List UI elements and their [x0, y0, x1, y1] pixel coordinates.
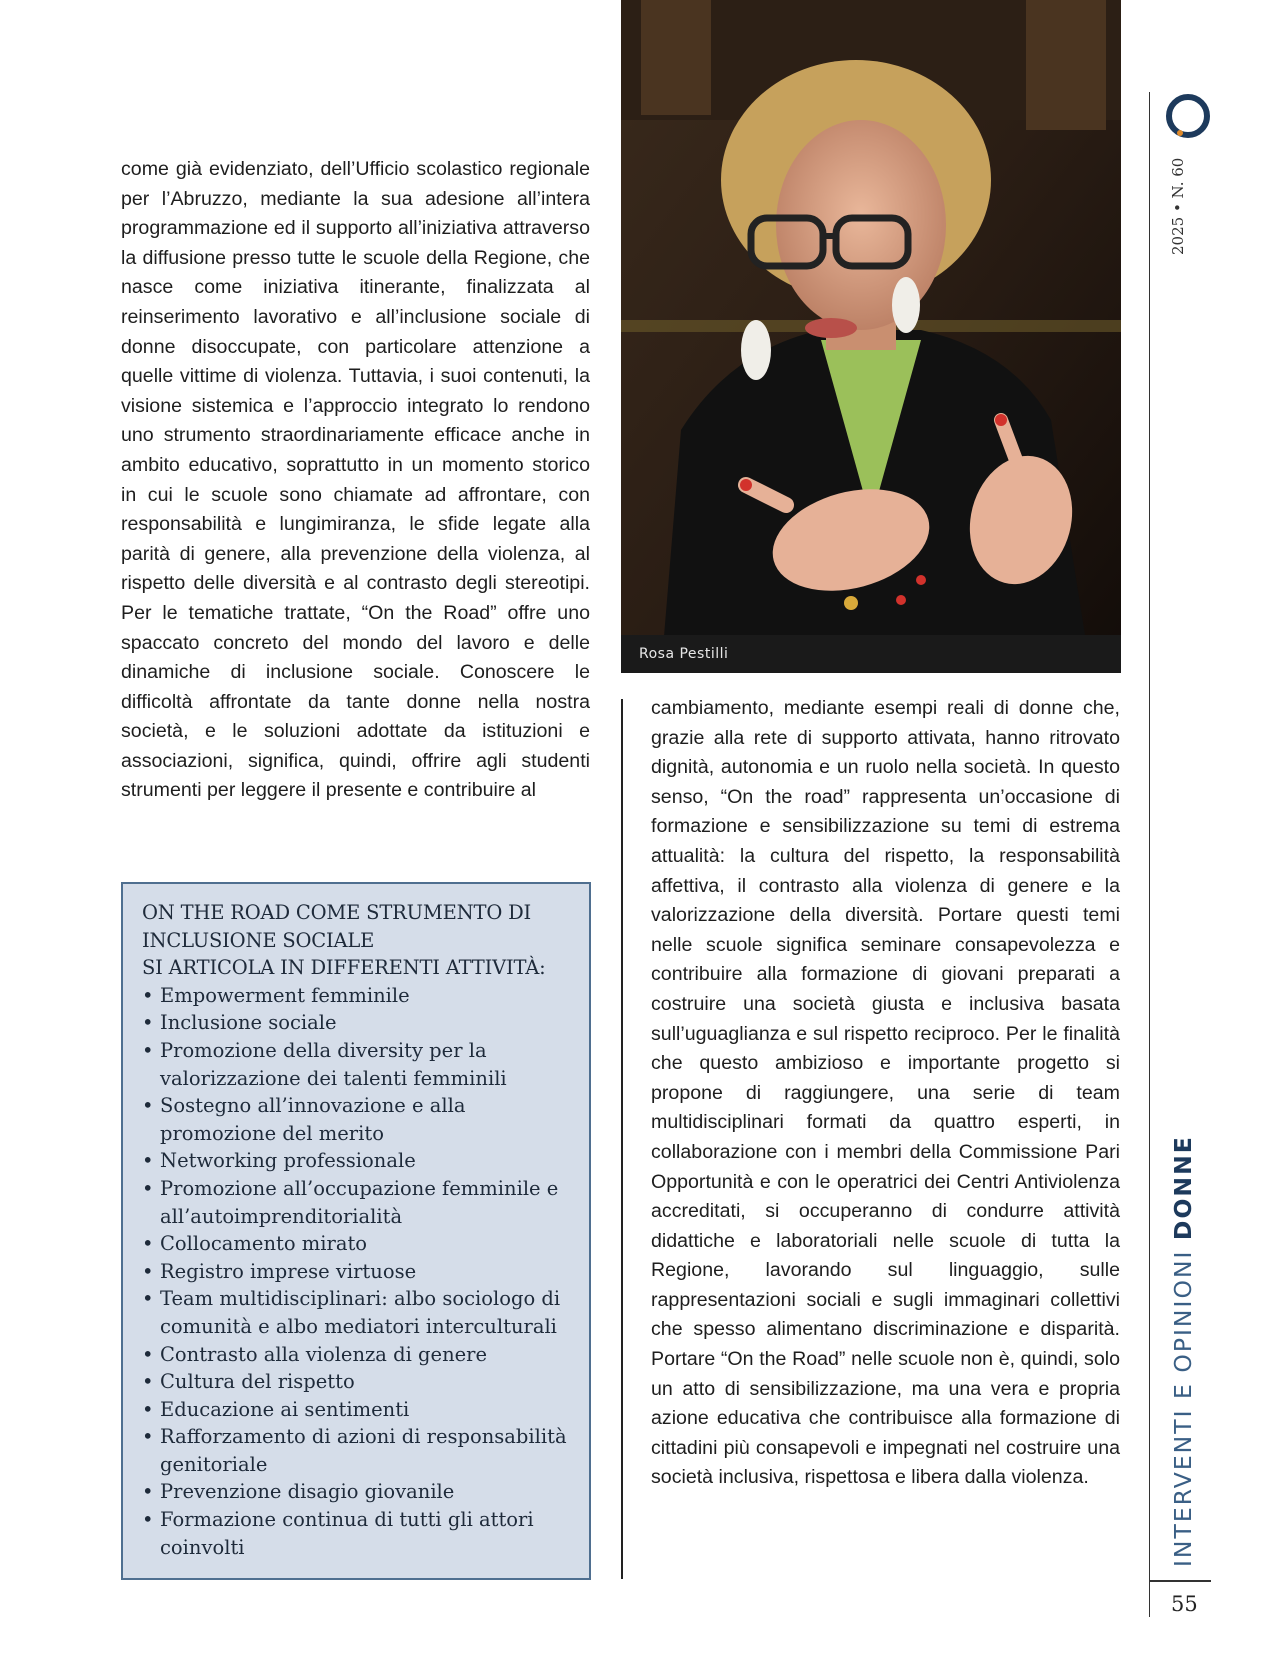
- activity-item: • Promozione all’occupazione femminile e all’autoimprenditorialità: [142, 1176, 559, 1228]
- portrait-illustration: [621, 0, 1121, 673]
- bullet-icon: •: [142, 1425, 154, 1449]
- bullet-icon: •: [142, 1342, 154, 1366]
- bullet-icon: •: [142, 1480, 154, 1504]
- activity-item: • Empowerment femminile: [142, 982, 571, 1010]
- activity-item: • Networking professionale: [142, 1147, 571, 1175]
- section-label-part2: DONNE: [1169, 1135, 1197, 1241]
- bullet-icon: •: [142, 1508, 154, 1532]
- page-number: 55: [1171, 1592, 1198, 1616]
- activity-item: • Contrasto alla violenza di genere: [142, 1341, 571, 1369]
- box-title-line: ON THE ROAD COME STRUMENTO DI: [142, 901, 532, 924]
- left-column-text: come già evidenziato, dell’Ufficio scolastico regionale per l’Abruzzo, mediante la sua adesione all’intera programmazione ed il supporto all’iniziativa attraverso la diffusione presso tutte le scuole della Regione, che nasce come iniziativa itinerante, finalizzata al reinserimento lavorativo e all’inclusione sociale di donne disoccupate, con particolare attenzione a quelle vittime di violenza. Tuttavia, i suoi contenuti, la visione sistemica e l’approccio integrato lo rendono uno strumento straordinariamente efficace anche in ambito educativo, soprattutto in un momento storico in cui le scuole sono chiamate ad affrontare, con responsabilità e lungimiranza, le sfide legate alla parità di genere, alla prevenzione della violenza, al rispetto delle diversità e al contrasto degli stereotipi. Per le tematiche trattate, “On the Road” offre uno spaccato concreto del mondo del lavoro e delle dinamiche di inclusione sociale. Conoscere le difficoltà affrontate da tante donne nella nostra società, e le soluzioni adottate da istituzioni e associazioni, significa, quindi, offrire agli studenti strumenti per leggere il presente e contribuire al: [121, 158, 590, 802]
- section-label-part1: INTERVENTI E OPINIONI: [1169, 1249, 1197, 1567]
- bullet-icon: •: [142, 1149, 154, 1173]
- photo-caption: Rosa Pestilli: [621, 635, 1121, 673]
- sidebar-rule-bottom: [1149, 1580, 1211, 1582]
- activity-item: • Team multidisciplinari: albo sociologo di comunità e albo mediatori interculturali: [142, 1287, 561, 1338]
- bullet-icon: •: [142, 1397, 154, 1421]
- activity-item: • Formazione continua di tutti gli attori coinvolti: [142, 1508, 534, 1559]
- bullet-icon: •: [142, 1094, 154, 1118]
- section-label: [1169, 1135, 1197, 1567]
- activity-item: • Collocamento mirato: [142, 1230, 571, 1258]
- bullet-icon: •: [142, 1259, 154, 1283]
- bullet-icon: •: [142, 983, 154, 1007]
- activity-item: • Rafforzamento di azioni di responsabilità genitoriale: [142, 1425, 567, 1476]
- bullet-icon: •: [142, 1287, 154, 1311]
- activity-item: • Sostegno all’innovazione e alla promozione del merito: [142, 1094, 466, 1145]
- bullet-icon: •: [142, 1011, 154, 1035]
- box-title-line: INCLUSIONE SOCIALE: [142, 928, 375, 952]
- box-title-line: SI ARTICOLA IN DIFFERENTI ATTIVITÀ:: [142, 956, 546, 980]
- portrait-photo: [621, 0, 1121, 673]
- column-divider: [621, 699, 623, 1579]
- activity-list: [142, 982, 571, 1561]
- activity-item: • Cultura del rispetto: [142, 1368, 571, 1396]
- bullet-icon: •: [142, 1176, 154, 1200]
- activity-item: • Registro imprese virtuose: [142, 1258, 571, 1286]
- activity-box: [121, 882, 591, 1580]
- sidebar-rule: [1149, 92, 1150, 1617]
- bullet-icon: •: [142, 1232, 154, 1256]
- activity-box-title: [142, 899, 571, 982]
- activity-item: • Prevenzione disagio giovanile: [142, 1478, 571, 1506]
- circle-logo-icon: [1163, 91, 1213, 141]
- right-column-text: cambiamento, mediante esempi reali di donne che, grazie alla rete di supporto attivata, hanno ritrovato dignità, autonomia e un ruolo nella società. In questo senso, “On the road” rappresenta un’occasione di formazione e sensibilizzazione su temi di estrema attualità: la cultura del rispetto, la responsabilità affettiva, il contrasto alla violenza di genere e la valorizzazione della diversità. Portare questi temi nelle scuole significa seminare consapevolezza e contribuire alla formazione di giovani preparati a costruire una società giusta e inclusiva basata sull’uguaglianza e sul rispetto reciproco. Per le finalità che questo ambizioso e importante progetto si propone di raggiungere, una serie di team multidisciplinari formati da quattro esperti, in collaborazione con i membri della Commissione Pari Opportunità e con le operatrici dei Centri Antiviolenza accreditati, si occuperanno di condurre attività didattiche e laboratoriali nelle scuole di tutta la Regione, lavorando sul linguaggio, sulle rappresentazioni sociali e sugli immaginari collettivi che spesso alimentano discriminazione e disparità. Portare “On the Road” nelle scuole non è, quindi, solo un atto di sensibilizzazione, ma una vera e propria azione educativa che contribuisce alla formazione di cittadini più consapevoli e impegnati nel costruire una società inclusiva, rispettosa e libera dalla violenza.: [651, 697, 1120, 1489]
- activity-item: • Promozione della diversity per la valorizzazione dei talenti femminili: [142, 1038, 507, 1090]
- bullet-icon: •: [142, 1038, 154, 1062]
- activity-item: • Educazione ai sentimenti: [142, 1396, 571, 1424]
- activity-item: • Inclusione sociale: [142, 1009, 571, 1037]
- issue-label: 2025 • N. 60: [1169, 157, 1187, 255]
- bullet-icon: •: [142, 1370, 154, 1394]
